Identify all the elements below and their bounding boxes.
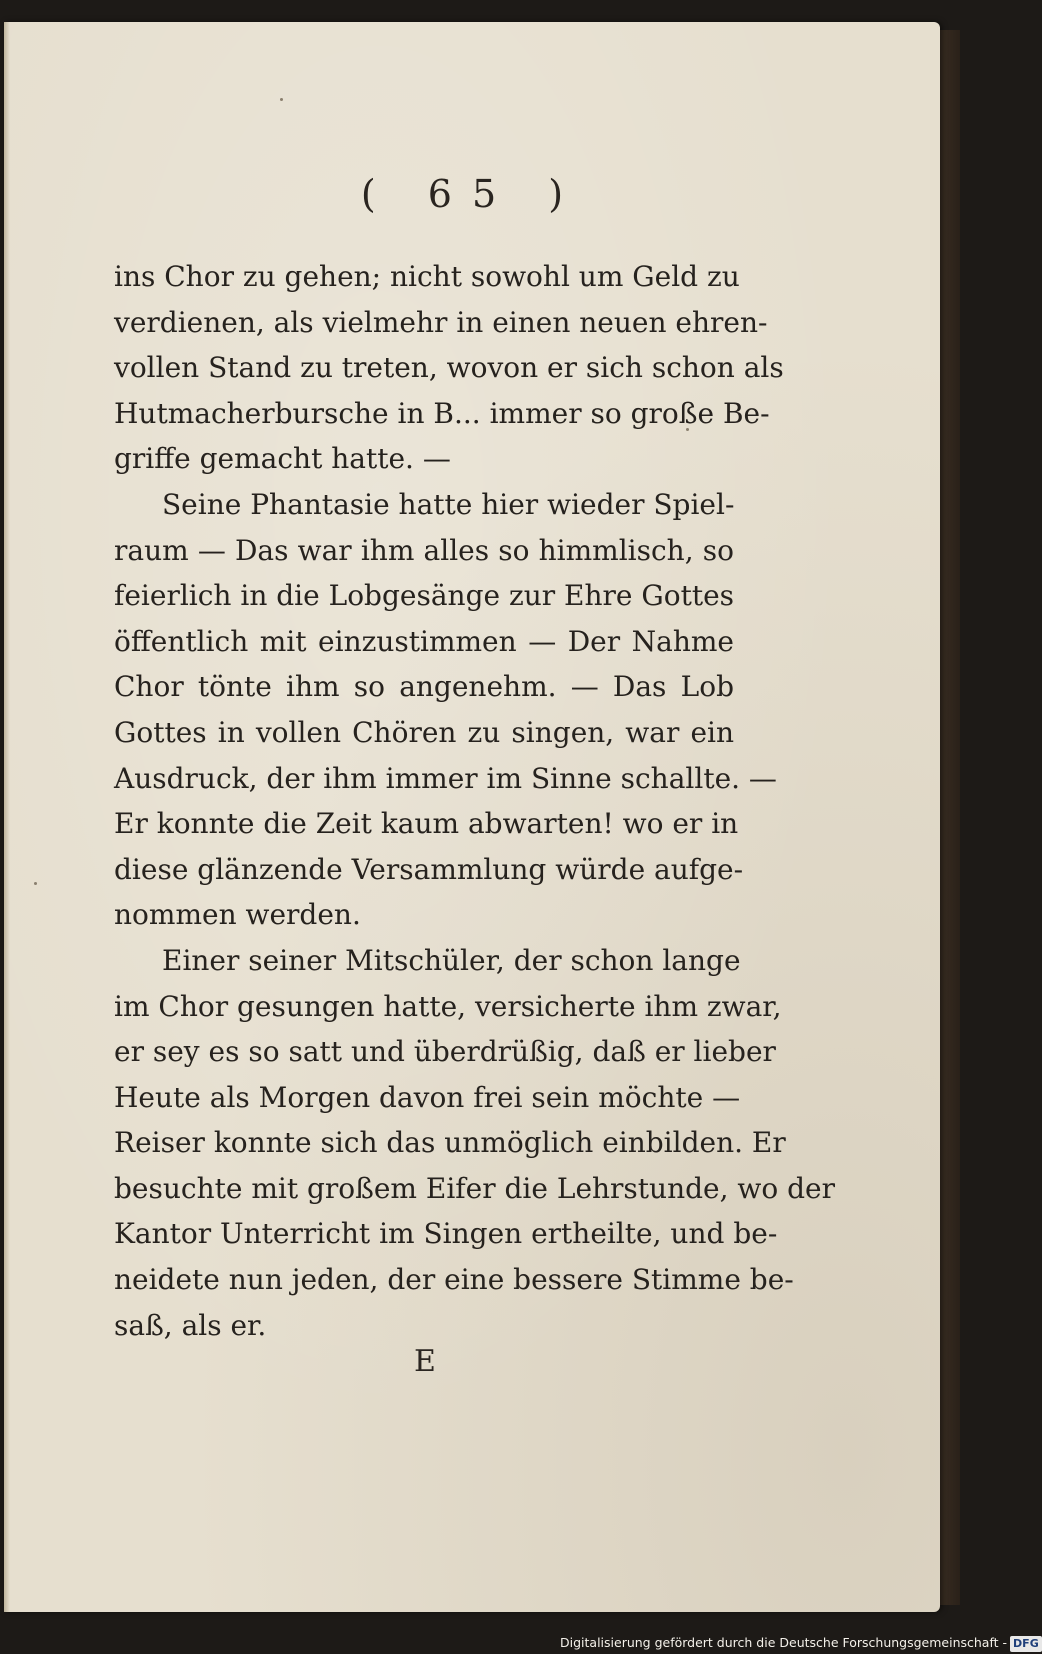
- page-number: ( 65 ): [360, 172, 584, 216]
- digitization-footer: [560, 1632, 1039, 1654]
- text-line: Chor tönte ihm so angenehm. — Das Lob: [114, 670, 734, 704]
- paper-speck: [280, 98, 283, 101]
- paragraph-3: [114, 938, 836, 1348]
- text-line: Gottes in vollen Chören zu singen, war ein: [114, 715, 734, 749]
- text-line: Er konnte die Zeit kaum abwarten! wo er in: [114, 807, 739, 841]
- text-line: verdienen, als vielmehr in einen neuen ehren-: [114, 305, 768, 339]
- text-line: Hutmacherbursche in B... immer so große Be-: [114, 396, 770, 430]
- text-line: er sey es so satt und überdrüßig, daß er lieber: [114, 1035, 776, 1069]
- dfg-logo: DFG: [1010, 1636, 1042, 1652]
- text-line: saß, als er.: [114, 1308, 267, 1342]
- text-line: Seine Phantasie hatte hier wieder Spiel-: [162, 487, 735, 521]
- book-page: [4, 22, 940, 1612]
- text-line: öffentlich mit einzustimmen — Der Nahme: [114, 624, 734, 658]
- text-line: Einer seiner Mitschüler, der schon lange: [162, 943, 741, 977]
- text-line: Ausdruck, der ihm immer im Sinne schallte. —: [114, 761, 777, 795]
- text-line: feierlich in die Lobgesänge zur Ehre Gottes: [114, 579, 735, 613]
- text-line: nommen werden.: [114, 898, 361, 932]
- text-line: raum — Das war ihm alles so himmlisch, so: [114, 533, 734, 567]
- text-line: Reiser konnte sich das unmöglich einbilden. Er: [114, 1126, 786, 1160]
- catchword: E: [414, 1344, 436, 1379]
- paper-speck: [34, 882, 37, 885]
- text-line: Kantor Unterricht im Singen ertheilte, und be-: [114, 1217, 778, 1251]
- text-line: besuchte mit großem Eifer die Lehrstunde, wo der: [114, 1171, 836, 1205]
- page-edge: [4, 22, 10, 1612]
- paragraph-1: [114, 254, 784, 482]
- text-line: diese glänzende Versammlung würde aufge-: [114, 852, 744, 886]
- text-line: Heute als Morgen davon frei sein möchte —: [114, 1080, 741, 1114]
- paragraph-2: [114, 482, 777, 938]
- text-line: ins Chor zu gehen; nicht sowohl um Geld zu: [114, 260, 740, 293]
- footer-text: Digitalisierung gefördert durch die Deutsche Forschungsgemeinschaft -: [560, 1635, 1008, 1650]
- body-text: [114, 254, 836, 1348]
- text-line: im Chor gesungen hatte, versicherte ihm zwar,: [114, 989, 782, 1023]
- text-line: vollen Stand zu treten, wovon er sich schon als: [114, 351, 784, 385]
- text-line: neidete nun jeden, der eine bessere Stimme be-: [114, 1263, 794, 1297]
- text-line: griffe gemacht hatte. —: [114, 442, 451, 476]
